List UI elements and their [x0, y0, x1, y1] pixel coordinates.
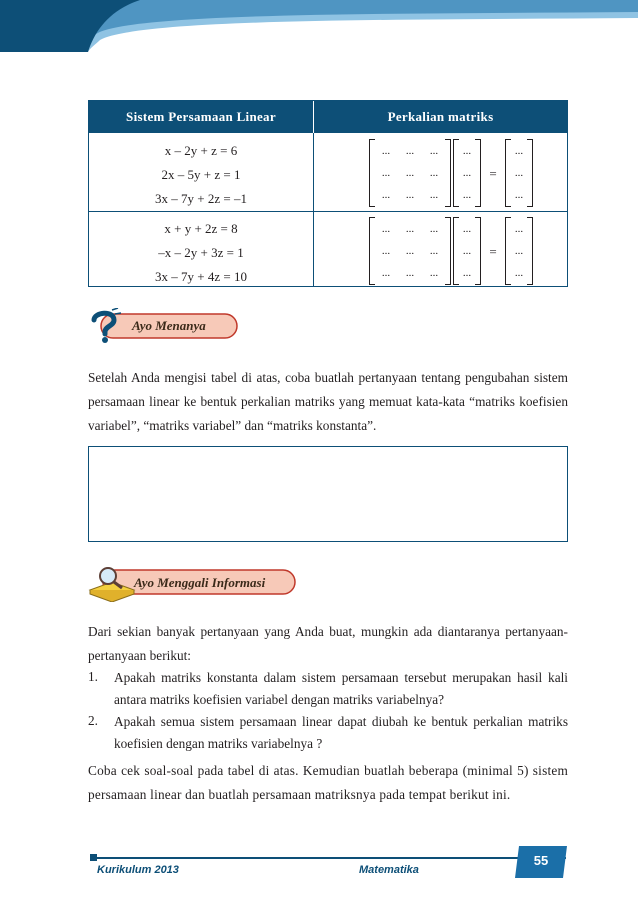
row2-eq2: –x – 2y + 3z = 1 [158, 245, 244, 260]
row2-matrix-equation: ... ... ... ... ... ... ... ... ... ... ... ... = ... ... ... [369, 217, 559, 285]
closing-paragraph: Coba cek soal-soal pada tabel di atas. Kemudian buatlah beberapa (minimal 5) sistem persamaan linear dan buatlah persamaan matriksnya pada tempat berikut ini. [88, 763, 568, 802]
spl-matrix-table [88, 100, 568, 287]
list-item-text: Apakah semua sistem persamaan linear dapat diubah ke bentuk perkalian matriks koefisien dengan matriks variabelnya ? [114, 714, 568, 751]
table-header-spl: Sistem Persamaan Linear [126, 109, 276, 124]
row1-matrix-equation: ... ... ... ... ... ... ... ... ... ... ... ... = ... ... ... [369, 139, 559, 207]
footer-divider [96, 857, 566, 859]
question-answer-box[interactable] [88, 446, 568, 542]
menanya-paragraph: Setelah Anda mengisi tabel di atas, coba buatlah pertanyaan tentang pengubahan sistem persamaan linear ke bentuk perkalian matriks yang memuat kata-kata “matriks koefisien variabel”, “matriks variabel” dan “matriks konstanta”. [88, 370, 568, 433]
row2-eq3: 3x – 7y + 4z = 10 [155, 269, 247, 284]
row1-eq3: 3x – 7y + 2z = –1 [155, 191, 247, 206]
table-header [89, 101, 567, 133]
row1-eq2: 2x – 5y + z = 1 [161, 167, 241, 182]
footer-subject: Matematika [359, 864, 419, 876]
ayo-menanya-badge [88, 308, 240, 344]
ayo-menggali-label: Ayo Menggali Informasi [134, 575, 266, 590]
header-decoration [0, 0, 638, 52]
ayo-menanya-label: Ayo Menanya [132, 318, 206, 333]
ayo-menggali-badge [88, 562, 298, 602]
table-header-matrix: Perkalian matriks [387, 109, 494, 124]
list-item-text: Apakah matriks konstanta dalam sistem persamaan tersebut merupakan hasil kali antara matriks koefisien variabel dengan matriks variabelnya? [114, 670, 568, 707]
footer-square [90, 854, 97, 861]
page-number: 55 [533, 853, 549, 868]
row1-eq1: x – 2y + z = 6 [164, 143, 238, 158]
footer-curriculum: Kurikulum 2013 [97, 864, 179, 876]
question-mark-icon [88, 308, 122, 344]
list-item-number: 1. [88, 669, 98, 684]
list-item-number: 2. [88, 713, 98, 728]
menggali-intro: Dari sekian banyak pertanyaan yang Anda buat, mungkin ada diantaranya pertanyaan-pertanyaan berikut: [88, 624, 568, 663]
magnifier-book-icon [88, 564, 138, 602]
row2-eq1: x + y + 2z = 8 [164, 221, 238, 236]
